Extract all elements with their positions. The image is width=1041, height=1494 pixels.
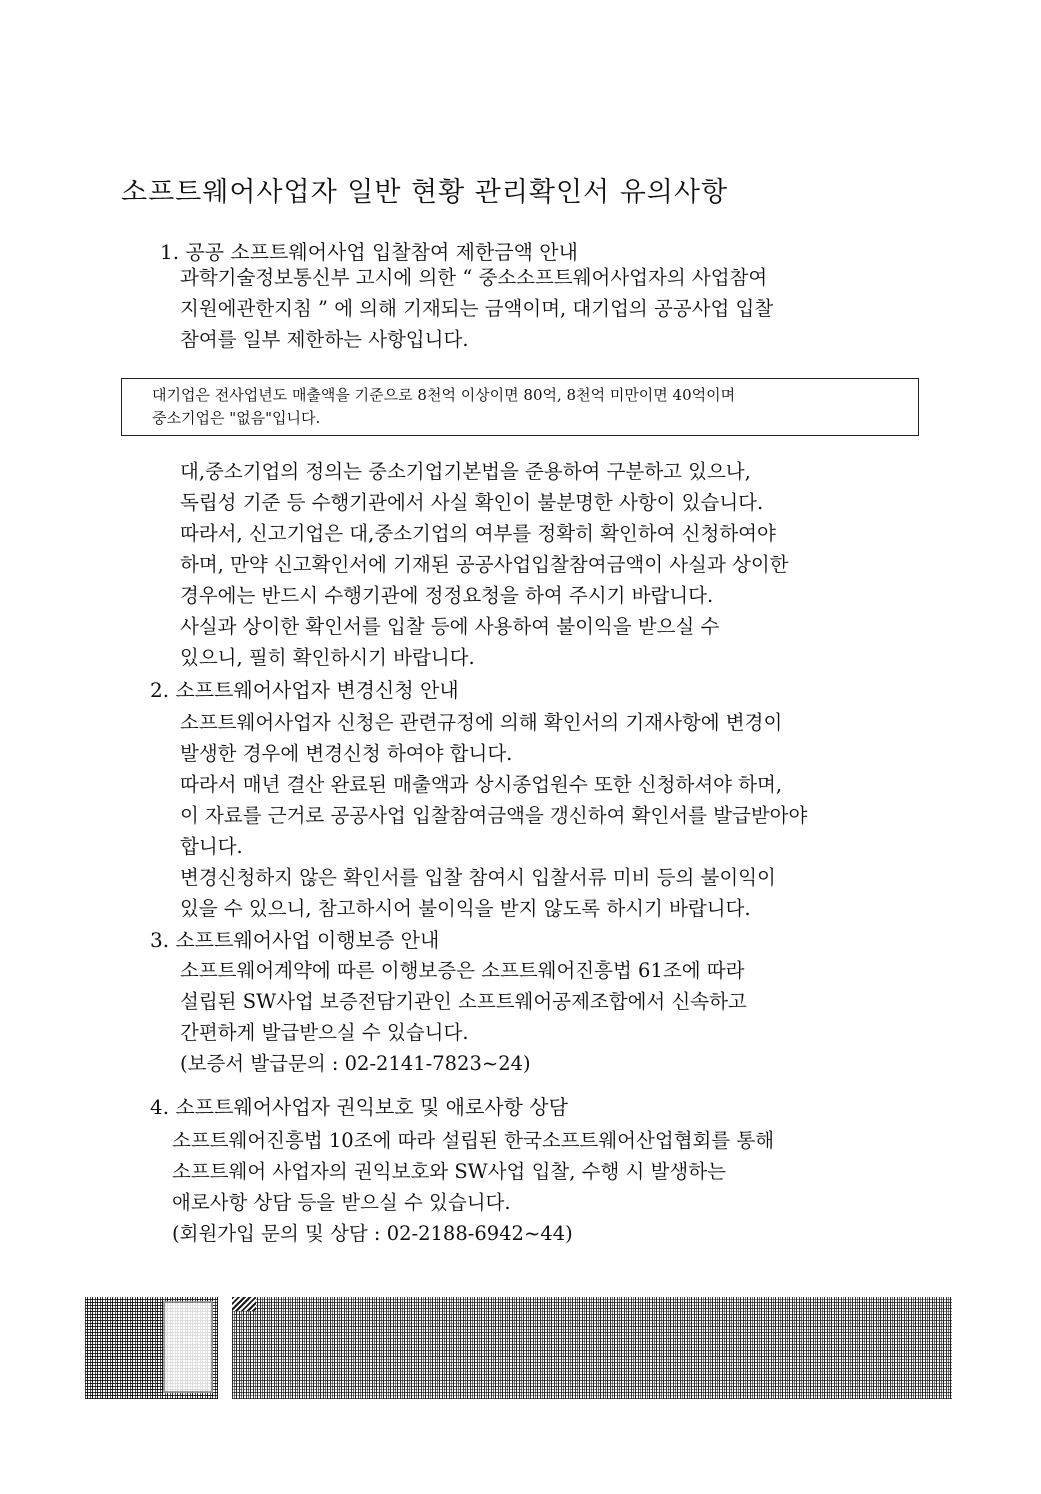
section1-body-line: 있으니, 필히 확인하시기 바랍니다.	[180, 646, 475, 669]
section3-body	[180, 955, 747, 1079]
2d-barcode	[232, 1297, 952, 1399]
barcode-corner-mark	[232, 1297, 256, 1311]
section3-body-line: 소프트웨어계약에 따른 이행보증은 소프트웨어진흥법 61조에 따라	[180, 959, 745, 982]
section2-body-line: 이 자료를 근거로 공공사업 입찰참여금액을 갱신하여 확인서를 발급받아야	[180, 804, 808, 827]
section1-body-line: 사실과 상이한 확인서를 입찰 등에 사용하여 불이익을 받으실 수	[180, 615, 720, 638]
section1-intro-line: 과학기술정보통신부 고시에 의한 “ 중소소프트웨어사업자의 사업참여	[180, 266, 768, 289]
section2-body-line: 합니다.	[180, 835, 243, 858]
section3-heading: 3. 소프트웨어사업 이행보증 안내	[150, 928, 440, 952]
section2-body-line: 있을 수 있으니, 참고하시어 불이익을 받지 않도록 하시기 바랍니다.	[180, 897, 751, 920]
qr-code-mark	[163, 1301, 213, 1393]
notice-line: 중소기업은 "없음"입니다.	[152, 409, 321, 427]
section4-body	[172, 1125, 774, 1249]
section4-body-line: 소프트웨어진흥법 10조에 따라 설립된 한국소프트웨어산업협회를 통해	[172, 1129, 775, 1152]
section1-body-line: 독립성 기준 등 수행기관에서 사실 확인이 불분명한 사항이 있습니다.	[180, 491, 764, 514]
section1-body-line: 경우에는 반드시 수행기관에 정정요청을 하여 주시기 바랍니다.	[180, 584, 714, 607]
section4-body-line: (회원가입 문의 및 상담 : 02-2188-6942~44)	[172, 1222, 573, 1245]
section2-heading: 2. 소프트웨어사업자 변경신청 안내	[150, 678, 459, 702]
section1-heading: 1. 공공 소프트웨어사업 입찰참여 제한금액 안내	[160, 240, 578, 264]
section1-body-line: 따라서, 신고기업은 대,중소기업의 여부를 정확히 확인하여 신청하여야	[180, 522, 776, 545]
section4-body-line: 애로사항 상담 등을 받으실 수 있습니다.	[172, 1191, 511, 1214]
section1-intro-line: 지원에관한지침 ” 에 의해 기재되는 금액이며, 대기업의 공공사업 입찰	[180, 297, 774, 320]
section3-body-line: 설립된 SW사업 보증전담기관인 소프트웨어공제조합에서 신속하고	[180, 990, 747, 1013]
section3-body-line: (보증서 발급문의 : 02-2141-7823~24)	[180, 1052, 531, 1075]
section4-body-line: 소프트웨어 사업자의 권익보호와 SW사업 입찰, 수행 시 발생하는	[172, 1160, 726, 1183]
section1-body-line: 하며, 만약 신고확인서에 기재된 공공사업입찰참여금액이 사실과 상이한	[180, 553, 789, 576]
section1-body-line: 대,중소기업의 정의는 중소기업기본법을 준용하여 구분하고 있으나,	[180, 460, 751, 483]
notice-line: 대기업은 전사업년도 매출액을 기준으로 8천억 이상이면 80억, 8천억 미만이면 40억이며	[152, 386, 736, 404]
notice-text	[152, 384, 735, 430]
page-title: 소프트웨어사업자 일반 현황 관리확인서 유의사항	[121, 177, 729, 208]
section3-body-line: 간편하게 발급받으실 수 있습니다.	[180, 1021, 469, 1044]
notice-box	[121, 378, 919, 436]
section2-body-line: 소프트웨어사업자 신청은 관련규정에 의해 확인서의 기재사항에 변경이	[180, 711, 783, 734]
section1-body	[180, 456, 789, 673]
qr-code-left	[85, 1297, 218, 1399]
section4-heading: 4. 소프트웨어사업자 권익보호 및 애로사항 상담	[150, 1095, 568, 1119]
section2-body	[180, 707, 807, 924]
section1-intro-line: 참여를 일부 제한하는 사항입니다.	[180, 328, 469, 351]
section2-body-line: 변경신청하지 않은 확인서를 입찰 참여시 입찰서류 미비 등의 불이익이	[180, 866, 776, 889]
section1-intro	[180, 262, 773, 355]
section2-body-line: 따라서 매년 결산 완료된 매출액과 상시종업원수 또한 신청하셔야 하며,	[180, 773, 783, 796]
section2-body-line: 발생한 경우에 변경신청 하여야 합니다.	[180, 742, 513, 765]
